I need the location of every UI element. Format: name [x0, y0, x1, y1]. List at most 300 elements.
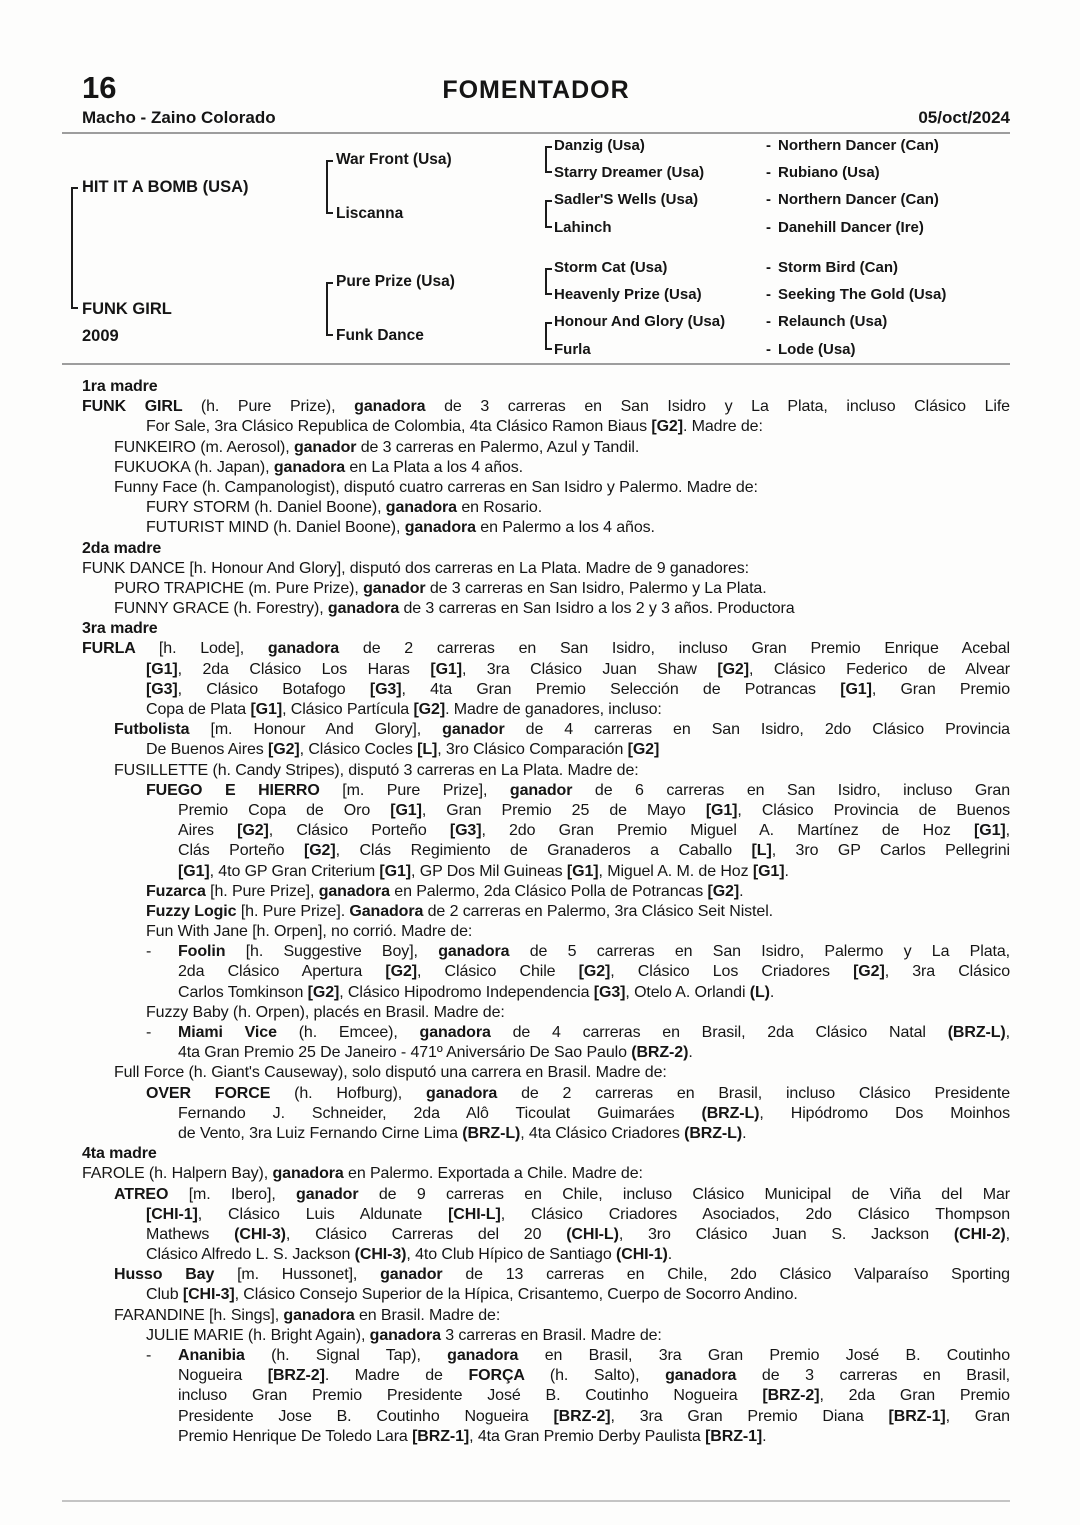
text-run: , Gran	[945, 1407, 1010, 1425]
text-line	[82, 1205, 1010, 1225]
bold-run: (BRZ-2)	[631, 1044, 689, 1062]
bold-run: (BRZ-L)	[947, 1024, 1006, 1041]
text-run: Carlos Tomkinson	[178, 983, 308, 1001]
text-run: FUKUOKA (h. Japan),	[114, 458, 274, 476]
text-run: , 3ra Clásico	[884, 963, 1010, 981]
pedigree-gen3-entry: Honour And Glory (Usa)	[554, 313, 726, 330]
text-run: de 3 carreras en San Isidro a los 2 y 3 años. Productora	[403, 600, 795, 618]
bold-run: FUEGO E HIERRO	[146, 781, 343, 799]
text-line	[82, 1023, 1010, 1043]
sire-name: HIT IT A BOMB (USA)	[82, 177, 249, 196]
text-line	[82, 397, 1010, 417]
text-run: Clás Porteño	[178, 842, 304, 860]
bold-run: ganador	[293, 438, 361, 456]
bold-run: ATREO	[114, 1185, 189, 1203]
pedigree-bracket	[545, 322, 552, 350]
bold-run: OVER FORCE	[146, 1084, 295, 1102]
pedigree-bracket	[545, 200, 552, 228]
text-line	[82, 1104, 1010, 1124]
bold-run: (BRZ-L)	[701, 1104, 760, 1122]
bold-run: ganadora	[327, 600, 404, 618]
pedigree-gen2-entry: Pure Prize (Usa)	[336, 272, 455, 290]
pedigree-gen3-entry: Danzig (Usa)	[554, 137, 645, 154]
bold-run: Ganadora	[349, 902, 428, 920]
text-line	[82, 781, 1010, 801]
text-line	[82, 740, 1010, 760]
bold-run: [BRZ-2]	[553, 1407, 611, 1425]
bold-run: [L]	[751, 842, 772, 860]
pedigree-gen3-entry: Storm Cat (Usa)	[554, 259, 668, 276]
text-line	[82, 1306, 1010, 1326]
text-line	[82, 902, 1010, 922]
text-run: , Clásico Chile	[417, 963, 579, 981]
text-run: Nogueira	[178, 1367, 268, 1385]
bold-run: [G1]	[379, 862, 412, 880]
pedigree-dash: -	[766, 313, 771, 330]
text-run: .	[739, 882, 744, 900]
text-run: en Brasil, 3ra Gran Premio José B. Coutinho	[544, 1347, 1011, 1364]
pedigree-dash: -	[766, 191, 771, 208]
pedigree-gen4-entry: - Lode (Usa)	[766, 341, 856, 358]
bold-run: Fuzarca	[146, 882, 211, 900]
text-run: en Palermo a los 4 años.	[480, 519, 655, 537]
pedigree-gen4-entry: - Storm Bird (Can)	[766, 259, 898, 276]
bold-run: ganador	[380, 1266, 466, 1284]
text-run: ,	[1005, 822, 1011, 840]
text-run: 2da Clásico Apertura	[178, 963, 386, 981]
pedigree-gen3-entry: Lahinch	[554, 219, 612, 236]
text-line	[82, 862, 1010, 882]
text-run: , Clásico Criadores Asociados, 2do Clásico Thompson	[500, 1205, 1010, 1223]
text-run: [m. Ibero],	[188, 1185, 297, 1203]
bold-run: [G2]	[385, 963, 418, 981]
text-line	[82, 660, 1010, 680]
text-line	[82, 1386, 1010, 1406]
text-line	[82, 1225, 1010, 1245]
text-run: , Gran Premio	[871, 680, 1010, 698]
text-line	[82, 1063, 1010, 1083]
bold-run: [G2]	[268, 741, 300, 759]
bold-run: [G3]	[449, 822, 482, 840]
pedigree-dash: -	[766, 219, 771, 236]
section-heading	[82, 377, 1010, 397]
text-run: PURO TRAPICHE (m. Pure Prize),	[114, 579, 364, 597]
text-run: , Clásico Botafogo	[177, 680, 370, 698]
text-run: .	[762, 1427, 767, 1445]
pedigree-gen4-entry: - Relaunch (Usa)	[766, 313, 888, 330]
section-heading	[82, 619, 1010, 639]
text-line	[82, 922, 1010, 942]
footer-divider	[62, 1500, 1010, 1502]
text-line	[82, 438, 1010, 458]
text-line	[82, 761, 1010, 781]
list-dash: -	[146, 1347, 152, 1364]
pedigree-dash: -	[766, 137, 771, 154]
text-line	[82, 1366, 1010, 1386]
text-run: FUTURIST MIND (h. Daniel Boone),	[146, 519, 405, 537]
catalog-date: 05/oct/2024	[918, 108, 1010, 127]
section-heading	[82, 539, 1010, 559]
text-run: ,	[1005, 1225, 1011, 1243]
text-line	[82, 720, 1010, 740]
text-line	[82, 1285, 1010, 1305]
bold-run: ganador	[442, 721, 526, 739]
pedigree-divider	[62, 363, 1010, 365]
text-line	[82, 1245, 1010, 1265]
text-run: , Gran Premio 25 de Mayo	[421, 801, 706, 819]
text-run: FUSILLETTE (h. Candy Stripes), disputó 3 carreras en La Plata. Madre de:	[114, 761, 639, 779]
text-run: 4ta Gran Premio 25 De Janeiro - 471º Aniversário De Sao Paulo	[178, 1044, 632, 1062]
text-line	[82, 1084, 1010, 1104]
bold-run: FURLA	[82, 640, 159, 658]
bold-run: ganadora	[385, 499, 462, 517]
bold-run: ganador	[363, 579, 430, 597]
text-line	[82, 1164, 1010, 1184]
text-run: , Clás Regimiento de Granaderos a Caballo	[335, 842, 752, 860]
bold-run: (CHI-2)	[953, 1225, 1006, 1243]
text-run: incluso Gran Premio Presidente José B. Coutinho Nogueira	[178, 1387, 763, 1405]
bold-run: ganadora	[273, 458, 350, 476]
bold-run: Foolin	[178, 943, 246, 961]
bold-run: [CHI-L]	[448, 1205, 501, 1223]
text-run: en Palermo. Exportada a Chile. Madre de:	[348, 1165, 643, 1183]
text-run: de 2 carreras en San Isidro, incluso Gran Premio Enrique Acebal	[362, 640, 1010, 658]
pedigree-dash: -	[766, 286, 771, 303]
bold-run: ganadora	[283, 1306, 359, 1324]
text-run: , Clásico Cocles	[299, 741, 418, 759]
text-line	[82, 1407, 1010, 1427]
pedigree-gen4-entry: - Northern Dancer (Can)	[766, 137, 939, 154]
bold-run: FORÇA	[468, 1367, 550, 1385]
text-line	[82, 417, 1010, 437]
pedigree-gen3-entry: Heavenly Prize (Usa)	[554, 286, 702, 303]
bold-run: [CHI-3]	[182, 1286, 235, 1304]
text-run: Clásico Alfredo L. S. Jackson	[146, 1246, 355, 1264]
bold-run: [G1]	[146, 660, 178, 678]
bold-run: ganadora	[426, 1084, 522, 1102]
bold-run: ganadora	[404, 519, 481, 537]
text-run: FUNKEIRO (m. Aerosol),	[114, 438, 294, 456]
text-run: , 3ro Clásico Juan S. Jackson	[618, 1225, 954, 1243]
text-run: Fuzzy Baby (h. Orpen), placés en Brasil. Madre de:	[146, 1003, 505, 1021]
pedigree-gen4-entry: - Danehill Dancer (Ire)	[766, 219, 924, 236]
bold-run: ganadora	[438, 943, 530, 961]
bold-run: [G1]	[840, 680, 872, 698]
text-run: Mathews	[146, 1225, 235, 1243]
text-run: [h. Pure Prize],	[210, 882, 319, 900]
text-line	[82, 518, 1010, 538]
text-run: Premio Henrique De Toledo Lara	[178, 1427, 413, 1445]
text-run: FURY STORM (h. Daniel Boone),	[146, 499, 386, 517]
text-line	[82, 680, 1010, 700]
text-line	[82, 1124, 1010, 1144]
text-run: [h. Pure Prize].	[240, 902, 350, 920]
bold-run: 4ta madre	[82, 1145, 157, 1163]
text-run: de 3 carreras en Brasil,	[761, 1367, 1011, 1385]
text-run: . Madre de	[324, 1367, 469, 1385]
text-run: Premio Copa de Oro	[178, 801, 391, 819]
text-line	[82, 1265, 1010, 1285]
text-run: de 2 carreras en Palermo, 3ra Clásico Seit Nistel.	[427, 902, 773, 920]
bold-run: (BRZ-L)	[684, 1124, 743, 1142]
text-run: , Clásico Luis Aldunate	[197, 1205, 449, 1223]
horse-name-title: FOMENTADOR	[442, 76, 630, 104]
bold-run: [G1]	[752, 862, 785, 880]
text-line	[82, 478, 1010, 498]
bold-run: [BRZ-1]	[705, 1427, 763, 1445]
pedigree-gen3-entry: Starry Dreamer (Usa)	[554, 164, 705, 181]
text-run: , Clásico Hipodromo Independencia	[339, 983, 594, 1001]
bold-run: (CHI-L)	[566, 1225, 619, 1243]
text-run: , Otelo A. Orlandi	[625, 983, 750, 1001]
text-line	[82, 458, 1010, 478]
text-line	[82, 1427, 1010, 1447]
text-line	[82, 1326, 1010, 1346]
bold-run: [G2]	[853, 963, 885, 981]
bold-run: ganadora	[267, 640, 363, 658]
text-run: , Clásico Provincia de Buenos	[737, 801, 1011, 819]
text-line	[82, 700, 1010, 720]
text-run: , 4ta Clásico Criadores	[520, 1124, 685, 1142]
dam-year: 2009	[82, 327, 119, 345]
text-run: (h. Salto),	[549, 1367, 666, 1385]
produce-record-text	[82, 377, 1010, 1447]
bold-run: [G2]	[307, 983, 340, 1001]
text-run: Club	[146, 1286, 183, 1304]
bold-run: Fuzzy Logic	[146, 902, 241, 920]
bold-run: [BRZ-1]	[412, 1427, 470, 1445]
section-heading	[82, 1144, 1010, 1164]
text-run: , 4ta Gran Premio Derby Paulista	[469, 1427, 706, 1445]
text-run: de 3 carreras en San Isidro y La Plata, incluso Clásico Life	[444, 398, 1010, 416]
text-run: . Madre de:	[682, 418, 763, 436]
text-line	[82, 579, 1010, 599]
text-run: , 3ro GP Carlos Pellegrini	[771, 842, 1010, 860]
text-run: Aires	[178, 822, 238, 840]
text-run: FUNK DANCE [h. Honour And Glory], disputó dos carreras en La Plata. Madre de 9 ganadores:	[82, 559, 749, 577]
pedigree-dash: -	[766, 259, 771, 276]
text-run: , 2da Gran Premio	[819, 1387, 1010, 1405]
bold-run: [G3]	[146, 680, 178, 698]
bold-run: [BRZ-1]	[888, 1407, 946, 1425]
pedigree-dash: -	[766, 341, 771, 358]
text-line	[82, 639, 1010, 659]
text-run: , 3ra Gran Premio Diana	[610, 1407, 889, 1425]
bold-run: [CHI-1]	[146, 1205, 198, 1223]
bold-run: 2da madre	[82, 539, 162, 557]
text-line	[82, 841, 1010, 861]
text-line	[82, 821, 1010, 841]
pedigree-bracket	[71, 187, 78, 309]
text-run: , Miguel A. M. de Hoz	[598, 862, 753, 880]
bold-run: [G1]	[566, 862, 599, 880]
bold-run: [G2]	[651, 418, 683, 436]
text-line	[82, 942, 1010, 962]
bold-run: [G3]	[369, 680, 402, 698]
text-line	[82, 801, 1010, 821]
pedigree-bracket	[326, 282, 333, 337]
text-run: de 9 carreras en Chile, incluso Clásico Municipal de Viña del Mar	[378, 1185, 1010, 1203]
text-line	[82, 599, 1010, 619]
bold-run: Ananibia	[178, 1347, 272, 1364]
text-run: en Rosario.	[461, 499, 543, 517]
text-run: Fun With Jane [h. Orpen], no corrió. Madre de:	[146, 923, 473, 941]
bold-run: [G2]	[578, 963, 611, 981]
bold-run: [G2]	[627, 741, 660, 759]
bold-run: [G1]	[974, 822, 1006, 840]
bold-run: FUNK GIRL	[82, 398, 201, 416]
bold-run: (L)	[749, 983, 770, 1001]
text-run: de 6 carreras en San Isidro, incluso Gran	[594, 781, 1010, 799]
bold-run: [G2]	[717, 660, 749, 678]
bold-run: Futbolista	[114, 721, 211, 739]
page-number: 16	[82, 70, 117, 105]
text-run: For Sale, 3ra Clásico Republica de Colombia, 4ta Clásico Ramon Biaus	[146, 418, 652, 436]
pedigree-chart	[0, 0, 1080, 375]
bold-run: [G1]	[430, 660, 462, 678]
list-dash: -	[146, 943, 152, 961]
text-run: [m. Honour And Glory],	[210, 721, 443, 739]
bold-run: Husso Bay	[114, 1266, 238, 1284]
text-run: Funny Face (h. Campanologist), disputó cuatro carreras en San Isidro y Palermo. Madre de:	[114, 478, 758, 496]
bold-run: [G1]	[390, 801, 422, 819]
bold-run: [BRZ-2]	[267, 1367, 325, 1385]
text-run: FUNNY GRACE (h. Forestry),	[114, 600, 328, 618]
text-line	[82, 882, 1010, 902]
bold-run: [G2]	[707, 882, 740, 900]
text-run: .	[688, 1044, 693, 1062]
text-run: . Madre de ganadores, incluso:	[445, 701, 662, 718]
pedigree-dash: -	[766, 164, 771, 181]
text-run: , Clásico Carreras del 20	[285, 1225, 567, 1243]
bold-run: (BRZ-L)	[462, 1124, 521, 1142]
text-run: en Palermo, 2da Clásico Polla de Potrancas	[394, 882, 708, 900]
bold-run: [G1]	[705, 801, 738, 819]
text-run: de 2 carreras en Brasil, incluso Clásico Presidente	[521, 1084, 1011, 1102]
text-run: en Brasil. Madre de:	[358, 1306, 501, 1324]
bold-run: [G3]	[593, 983, 626, 1001]
text-run: de Vento, 3ra Luiz Fernando Cirne Lima	[178, 1124, 463, 1142]
text-run: Copa de Plata	[146, 701, 251, 718]
dam-name: FUNK GIRL	[82, 299, 172, 318]
bold-run: ganadora	[369, 1326, 446, 1344]
text-run: , 4to Club Hípico de Santiago	[406, 1246, 617, 1264]
pedigree-bracket	[545, 146, 552, 173]
text-run: .	[667, 1246, 673, 1264]
bold-run: ganadora	[665, 1367, 762, 1385]
bold-run: (CHI-3)	[354, 1246, 407, 1264]
bold-run: [G2]	[237, 822, 269, 840]
bold-run: ganadora	[354, 398, 445, 416]
bold-run: 3ra madre	[82, 620, 158, 638]
text-run: De Buenos Aires	[146, 741, 269, 759]
text-run: , Clásico Partícula	[282, 701, 414, 718]
text-run: Full Force (h. Giant's Causeway), solo disputó una carrera en Brasil. Madre de:	[114, 1064, 667, 1082]
pedigree-gen4-entry: - Rubiano (Usa)	[766, 164, 880, 181]
text-run: [h. Suggestive Boy],	[245, 943, 439, 961]
text-line	[82, 962, 1010, 982]
text-run: , 4ta Gran Premio Selección de Potrancas	[401, 680, 841, 698]
text-run: JULIE MARIE (h. Bright Again),	[146, 1326, 370, 1344]
sex-coat-label: Macho - Zaino Colorado	[82, 108, 276, 127]
text-run: [h. Lode],	[158, 640, 268, 658]
text-line	[82, 1003, 1010, 1023]
text-run: de 13 carreras en Chile, 2do Clásico Valparaíso Sporting	[465, 1266, 1010, 1284]
list-dash: -	[146, 1024, 152, 1041]
text-run: , 2do Gran Premio Miguel A. Martínez de Hoz	[481, 822, 975, 840]
text-line	[82, 983, 1010, 1003]
text-run: de 4 carreras en Brasil, 2da Clásico Natal	[512, 1024, 948, 1041]
bold-run: [G1]	[178, 862, 210, 880]
text-run: , 2da Clásico Los Haras	[177, 660, 431, 678]
text-run: , 3ra Clásico Juan Shaw	[461, 660, 718, 678]
text-line	[82, 1185, 1010, 1205]
text-run: , Clásico Federico de Alvear	[748, 660, 1011, 678]
pedigree-bracket	[545, 268, 552, 295]
text-run: .	[742, 1124, 747, 1142]
text-run: FAROLE (h. Halpern Bay),	[82, 1165, 273, 1183]
pedigree-gen2-entry: War Front (Usa)	[336, 150, 452, 168]
text-run: [m. Hussonet],	[237, 1266, 381, 1284]
bold-run: ganadora	[447, 1347, 545, 1364]
text-line	[82, 1043, 1010, 1063]
text-run: ,	[1005, 1024, 1010, 1041]
text-run: , 4to GP Gran Criterium	[209, 862, 380, 880]
text-run: (h. Pure Prize),	[200, 398, 355, 416]
text-run: FARANDINE [h. Sings],	[114, 1306, 284, 1324]
text-run: (h. Emcee),	[298, 1024, 420, 1041]
text-run: , 3ro Clásico Comparación	[437, 741, 628, 759]
text-run: de 4 carreras en San Isidro, 2do Clásico Provincia	[525, 721, 1010, 739]
text-run: , Clásico Los Criadores	[610, 963, 854, 981]
bold-run: Miami Vice	[178, 1024, 299, 1041]
text-run: de 3 carreras en Palermo, Azul y Tandil.	[360, 438, 640, 456]
bold-run: [G2]	[413, 701, 446, 718]
text-run: 3 carreras en Brasil. Madre de:	[445, 1326, 662, 1344]
text-run: de 3 carreras en San Isidro, Palermo y La Plata.	[429, 579, 767, 597]
pedigree-gen4-entry: - Seeking The Gold (Usa)	[766, 286, 947, 303]
bold-run: [G2]	[303, 842, 336, 860]
pedigree-gen2-entry: Funk Dance	[336, 327, 424, 344]
text-run: , GP Dos Mil Guineas	[411, 862, 567, 880]
bold-run: (CHI-3)	[234, 1225, 286, 1243]
bold-run: [G1]	[250, 701, 283, 718]
pedigree-gen3-entry: Sadler'S Wells (Usa)	[554, 191, 699, 208]
text-run: (h. Signal Tap),	[271, 1347, 448, 1364]
text-run: .	[784, 862, 789, 880]
pedigree-gen2-entry: Liscanna	[336, 205, 404, 222]
bold-run: ganadora	[272, 1165, 349, 1183]
text-run: , Clásico Porteño	[268, 822, 450, 840]
pedigree-gen3-entry: Furla	[554, 341, 591, 358]
text-run: , Hipódromo Dos Moinhos	[759, 1104, 1011, 1122]
text-run: en La Plata a los 4 años.	[349, 458, 524, 476]
text-line	[82, 559, 1010, 579]
text-line	[82, 1346, 1010, 1366]
text-run: (h. Hofburg),	[294, 1084, 427, 1102]
pedigree-bracket	[326, 160, 333, 215]
text-run: , Clásico Consejo Superior de la Hípica, Crisantemo, Cuerpo de Socorro Andino.	[234, 1286, 798, 1304]
text-run: Presidente Jose B. Coutinho Nogueira	[178, 1407, 554, 1425]
bold-run: ganador	[509, 781, 595, 799]
pedigree-gen4-entry: - Northern Dancer (Can)	[766, 191, 939, 208]
text-run: .	[769, 983, 775, 1001]
bold-run: ganadora	[318, 882, 395, 900]
bold-run: ganadora	[419, 1024, 513, 1041]
bold-run: ganador	[296, 1185, 379, 1203]
bold-run: [L]	[417, 741, 438, 759]
bold-run: [BRZ-2]	[762, 1387, 820, 1405]
